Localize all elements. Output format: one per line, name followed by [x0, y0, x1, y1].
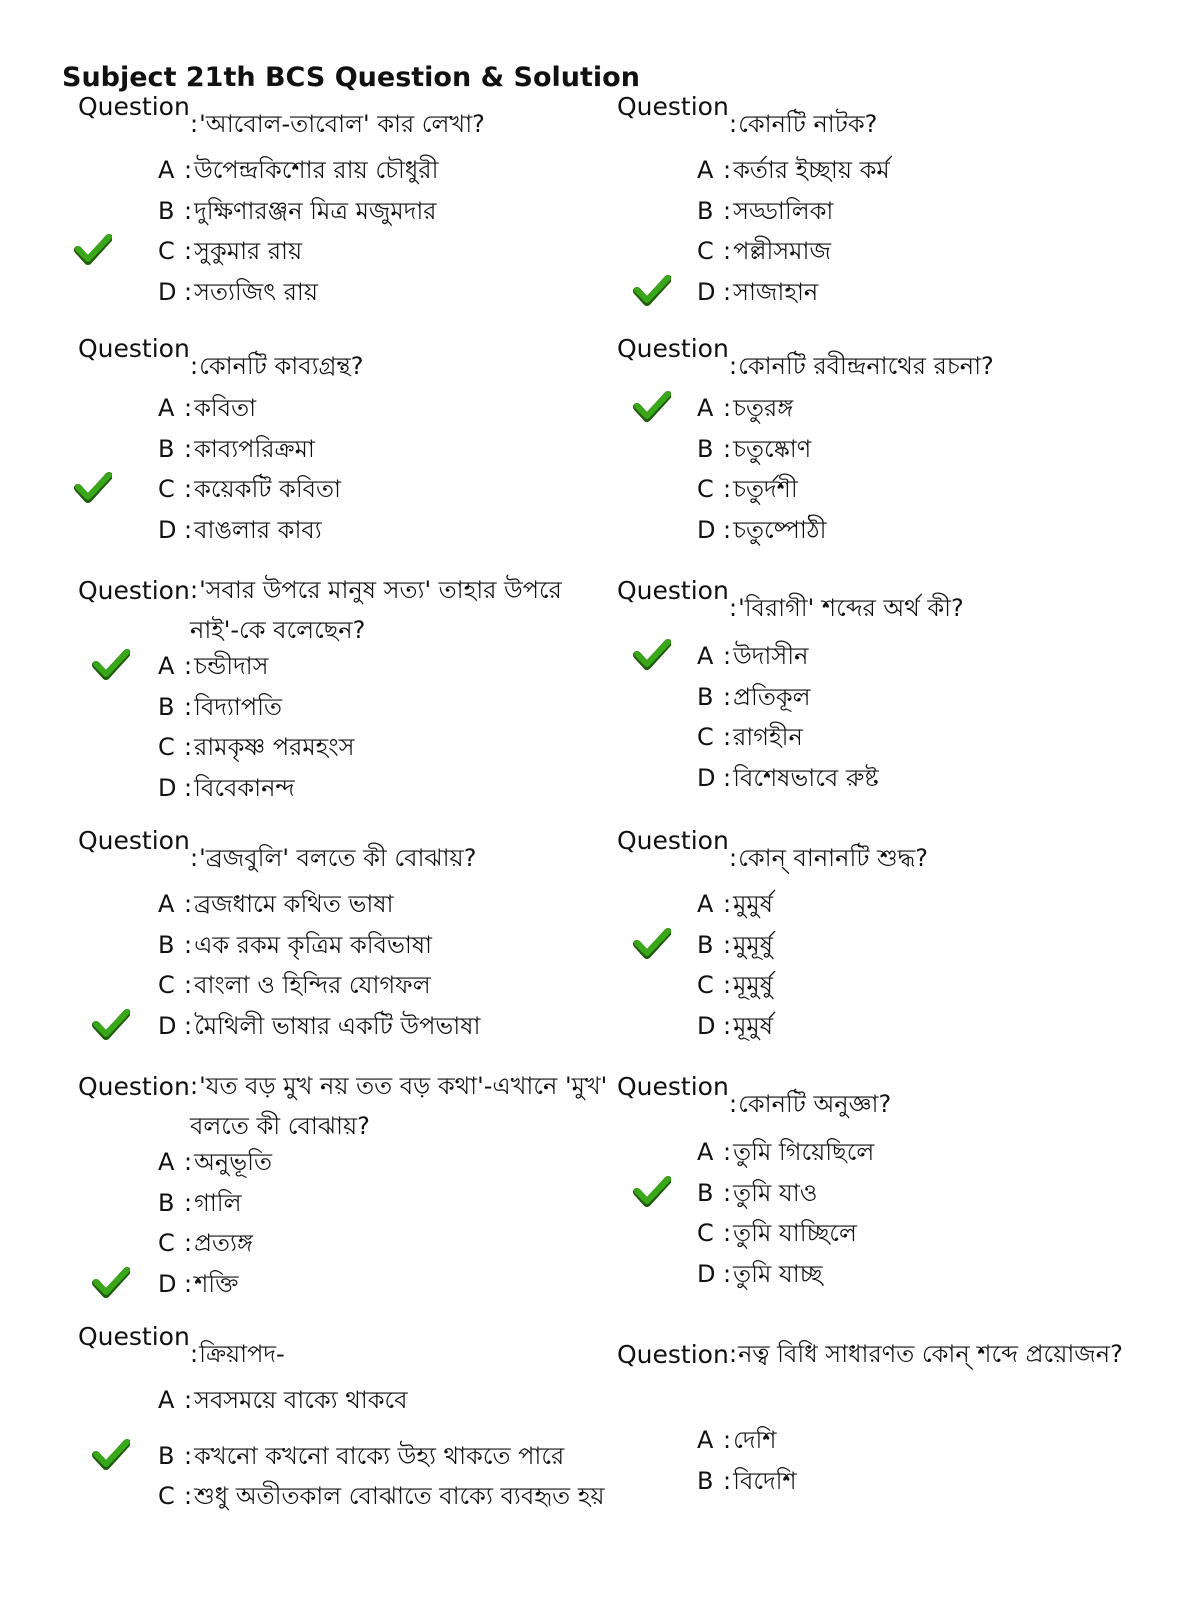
option-letter: A	[697, 156, 714, 184]
question-text: : নত্ব বিধি সাধারণত কোন্ শব্দে প্রয়োজন?	[729, 1334, 1149, 1374]
option-separator: :	[184, 1188, 193, 1217]
question-text: : 'ব্রজবুলি' বলতে কী বোঝায়?	[190, 838, 610, 878]
option-separator: :	[723, 237, 732, 265]
option-separator: :	[723, 1219, 732, 1247]
question-label: Question	[617, 92, 729, 121]
option-separator: :	[723, 515, 732, 544]
check-mark-icon	[633, 1175, 671, 1207]
option-text: উদাসীন	[733, 642, 809, 670]
option-b	[158, 1436, 564, 1476]
check-mark-icon	[74, 471, 112, 503]
option-text: চতুর্দশী	[733, 475, 798, 503]
option-text: মুমূর্ষু	[733, 930, 773, 959]
option-letter: C	[158, 971, 175, 999]
option-c	[158, 965, 431, 1005]
option-letter: B	[697, 930, 714, 959]
option-a	[158, 646, 269, 686]
option-letter: B	[158, 930, 175, 959]
option-c	[697, 1213, 857, 1253]
option-separator: :	[184, 773, 193, 802]
option-letter: C	[697, 237, 714, 265]
option-text: সত্যজিৎ রায়	[194, 277, 319, 306]
option-separator: :	[723, 1259, 732, 1288]
question-text: : ক্রিয়াপদ-	[190, 1334, 610, 1374]
option-letter: C	[158, 1229, 175, 1257]
option-text: পল্লীসমাজ	[733, 237, 831, 265]
option-text: বিদ্যাপতি	[194, 692, 283, 721]
option-letter: A	[697, 642, 714, 670]
option-letter: D	[697, 1259, 716, 1288]
option-text: তুমি যাচ্ছিলে	[733, 1219, 857, 1247]
option-letter: D	[158, 1269, 177, 1298]
option-b	[158, 1183, 242, 1223]
option-b	[697, 1461, 797, 1501]
option-c	[697, 231, 831, 271]
option-letter: A	[697, 394, 714, 422]
option-letter: B	[158, 434, 175, 463]
option-letter: C	[158, 237, 175, 265]
question-label: Question	[78, 576, 190, 605]
option-b	[158, 925, 432, 965]
option-separator: :	[184, 1229, 193, 1257]
option-letter: A	[158, 890, 175, 918]
option-c	[697, 965, 773, 1005]
question-text: : কোনটি কাব্যগ্রন্থ?	[190, 346, 610, 386]
option-text: বিদেশি	[733, 1466, 797, 1495]
option-text: মূমুর্ষু	[733, 971, 773, 999]
question-label: Question	[617, 1072, 729, 1101]
option-separator: :	[184, 1482, 193, 1510]
option-text: কবিতা	[194, 394, 257, 422]
option-letter: C	[697, 1219, 714, 1247]
option-separator: :	[723, 763, 732, 792]
option-c	[158, 231, 302, 271]
option-separator: :	[184, 277, 193, 306]
option-text: সাজাহান	[733, 277, 819, 306]
option-separator: :	[184, 733, 193, 761]
option-letter: D	[158, 773, 177, 802]
option-letter: C	[158, 475, 175, 503]
option-text: কয়েকটি কবিতা	[194, 475, 342, 503]
option-letter: D	[158, 515, 177, 544]
option-letter: A	[158, 156, 175, 184]
option-text: দেশি	[733, 1426, 777, 1454]
option-letter: D	[697, 763, 716, 792]
option-letter: D	[697, 1011, 716, 1040]
option-separator: :	[184, 971, 193, 999]
option-separator: :	[723, 1011, 732, 1040]
question-label: Question	[617, 576, 729, 605]
check-mark-icon	[633, 927, 671, 959]
option-separator: :	[184, 930, 193, 959]
check-mark-icon	[74, 233, 112, 265]
option-a	[158, 884, 394, 924]
question-label: Question	[78, 92, 190, 121]
page-title: Subject 21th BCS Question & Solution	[62, 62, 640, 93]
option-text: কর্তার ইচ্ছায় কর্ম	[733, 156, 890, 184]
option-separator: :	[184, 1442, 193, 1470]
option-a	[697, 1420, 777, 1460]
question-label: Question	[78, 1322, 190, 1351]
option-text: প্রতিকূল	[733, 682, 811, 711]
option-text: প্রত্যঙ্গ	[194, 1229, 253, 1257]
option-text: তুমি গিয়েছিলে	[733, 1138, 875, 1166]
option-text: এক রকম কৃত্রিম কবিভাষা	[194, 930, 433, 959]
option-separator: :	[723, 1466, 732, 1495]
option-a	[158, 388, 256, 428]
option-separator: :	[184, 1386, 193, 1414]
option-text: মৈথিলী ভাষার একটি উপভাষা	[194, 1011, 481, 1040]
option-d	[697, 1006, 773, 1046]
option-separator: :	[184, 156, 193, 184]
option-separator: :	[723, 1178, 732, 1207]
option-separator: :	[184, 515, 193, 544]
option-letter: C	[697, 971, 714, 999]
option-d	[158, 768, 295, 808]
option-text: সড্ডালিকা	[733, 196, 834, 225]
option-a	[158, 150, 438, 190]
question-text: : কোনটি নাটক?	[729, 104, 1149, 144]
option-separator: :	[723, 1426, 732, 1454]
option-b	[697, 191, 833, 231]
option-a	[697, 1132, 874, 1172]
question-label: Question	[78, 826, 190, 855]
option-separator: :	[184, 1011, 193, 1040]
option-letter: B	[697, 1466, 714, 1495]
option-b	[158, 687, 282, 727]
option-letter: A	[697, 890, 714, 918]
option-c	[158, 1476, 605, 1516]
option-separator: :	[184, 652, 193, 680]
option-separator: :	[184, 196, 193, 225]
option-letter: B	[697, 196, 714, 225]
option-letter: D	[697, 515, 716, 544]
option-a	[697, 636, 808, 676]
option-c	[158, 727, 354, 767]
question-label: Question	[617, 1340, 729, 1369]
option-a	[697, 884, 773, 924]
option-b	[697, 429, 811, 469]
option-b	[158, 191, 437, 231]
option-text: তুমি যাও	[733, 1178, 818, 1207]
option-letter: C	[697, 723, 714, 751]
option-text: ব্রজধামে কথিত ভাষা	[194, 890, 394, 918]
check-mark-icon	[92, 1438, 130, 1470]
option-separator: :	[184, 890, 193, 918]
option-letter: C	[158, 733, 175, 761]
question-text: : 'বিরাগী' শব্দের অর্থ কী?	[729, 588, 1149, 628]
option-c	[158, 469, 341, 509]
option-b	[158, 429, 315, 469]
option-text: চতুরঙ্গ	[733, 394, 794, 422]
option-letter: B	[697, 434, 714, 463]
option-letter: B	[158, 196, 175, 225]
check-mark-icon	[633, 638, 671, 670]
option-separator: :	[184, 1148, 193, 1176]
option-text: শক্তি	[194, 1269, 239, 1298]
option-d	[697, 510, 826, 550]
question-text: : 'সবার উপরে মানুষ সত্য' তাহার উপরে নাই'-কে বলেছেন?	[190, 570, 610, 650]
question-label: Question	[617, 826, 729, 855]
question-text: : 'আবোল-তাবোল' কার লেখা?	[190, 104, 610, 144]
option-text: শুধু অতীতকাল বোঝাতে বাক্যে ব্যবহৃত হয়	[194, 1482, 605, 1510]
option-b	[697, 677, 811, 717]
option-separator: :	[723, 156, 732, 184]
option-text: মূমুর্ষ	[733, 1011, 773, 1040]
option-text: বিশেষভাবে রুষ্ট	[733, 763, 879, 792]
option-separator: :	[184, 692, 193, 721]
option-separator: :	[184, 237, 193, 265]
option-text: মুমুর্ষ	[733, 890, 773, 918]
option-text: সবসময়ে বাক্যে থাকবে	[194, 1386, 408, 1414]
option-letter: A	[697, 1138, 714, 1166]
option-separator: :	[723, 971, 732, 999]
question-text: : 'যত বড় মুখ নয় তত বড় কথা'-এখানে 'মুখ' বলতে কী বোঝায়?	[190, 1066, 610, 1146]
option-text: বাংলা ও হিন্দির যোগফল	[194, 971, 431, 999]
option-letter: A	[158, 1148, 175, 1176]
option-letter: B	[697, 1178, 714, 1207]
option-letter: B	[158, 1442, 175, 1470]
question-label: Question	[78, 334, 190, 363]
option-a	[158, 1142, 272, 1182]
option-separator: :	[184, 434, 193, 463]
option-separator: :	[723, 930, 732, 959]
option-text: উপেন্দ্রকিশোর রায় চৌধুরী	[194, 156, 439, 184]
option-separator: :	[723, 394, 732, 422]
option-separator: :	[184, 475, 193, 503]
option-text: চতুষ্কোণ	[733, 434, 812, 463]
check-mark-icon	[92, 1008, 130, 1040]
option-letter: A	[158, 652, 175, 680]
option-separator: :	[184, 394, 193, 422]
option-text: সুকুমার রায়	[194, 237, 303, 265]
option-a	[697, 150, 890, 190]
option-letter: B	[158, 1188, 175, 1217]
option-separator: :	[723, 1138, 732, 1166]
option-letter: D	[158, 1011, 177, 1040]
option-text: কখনো কখনো বাক্যে উহ্য থাকতে পারে	[194, 1442, 565, 1470]
option-d	[158, 1006, 480, 1046]
question-label: Question	[617, 334, 729, 363]
option-d	[697, 272, 818, 312]
option-text: বাঙলার কাব্য	[194, 515, 322, 544]
option-text: রাগহীন	[733, 723, 803, 751]
option-separator: :	[723, 277, 732, 306]
option-d	[697, 1254, 822, 1294]
option-letter: C	[158, 1482, 175, 1510]
option-letter: A	[158, 394, 175, 422]
option-separator: :	[723, 682, 732, 711]
option-separator: :	[723, 475, 732, 503]
check-mark-icon	[633, 390, 671, 422]
option-a	[697, 388, 793, 428]
question-label: Question	[78, 1072, 190, 1101]
option-separator: :	[723, 196, 732, 225]
option-letter: A	[697, 1426, 714, 1454]
option-text: গালি	[194, 1188, 242, 1217]
option-text: অনুভূতি	[194, 1148, 272, 1176]
option-b	[697, 925, 773, 965]
option-d	[158, 510, 322, 550]
check-mark-icon	[92, 1266, 130, 1298]
option-d	[697, 758, 879, 798]
option-b	[697, 1173, 817, 1213]
option-c	[697, 469, 798, 509]
question-text: : কোনটি অনুজ্ঞা?	[729, 1084, 1149, 1124]
option-separator: :	[184, 1269, 193, 1298]
option-text: রামকৃষ্ণ পরমহংস	[194, 733, 355, 761]
option-text: কাব্যপরিক্রমা	[194, 434, 315, 463]
question-text: : কোন্ বানানটি শুদ্ধ?	[729, 838, 1149, 878]
option-text: তুমি যাচ্ছ	[733, 1259, 823, 1288]
option-c	[158, 1223, 253, 1263]
option-d	[158, 1264, 238, 1304]
option-separator: :	[723, 890, 732, 918]
check-mark-icon	[92, 648, 130, 680]
check-mark-icon	[633, 274, 671, 306]
option-separator: :	[723, 723, 732, 751]
option-letter: B	[158, 692, 175, 721]
option-letter: D	[158, 277, 177, 306]
option-text: দুক্ষিণারঞ্জন মিত্র মজুমদার	[194, 196, 437, 225]
option-text: চতুষ্পোঠী	[733, 515, 827, 544]
option-d	[158, 272, 318, 312]
question-text: : কোনটি রবীন্দ্রনাথের রচনা?	[729, 346, 1149, 386]
option-letter: A	[158, 1386, 175, 1414]
option-text: চন্ডীদাস	[194, 652, 269, 680]
option-text: বিবেকানন্দ	[194, 773, 295, 802]
option-a	[158, 1380, 408, 1420]
option-letter: B	[697, 682, 714, 711]
option-c	[697, 717, 803, 757]
option-letter: D	[697, 277, 716, 306]
option-letter: C	[697, 475, 714, 503]
option-separator: :	[723, 642, 732, 670]
option-separator: :	[723, 434, 732, 463]
